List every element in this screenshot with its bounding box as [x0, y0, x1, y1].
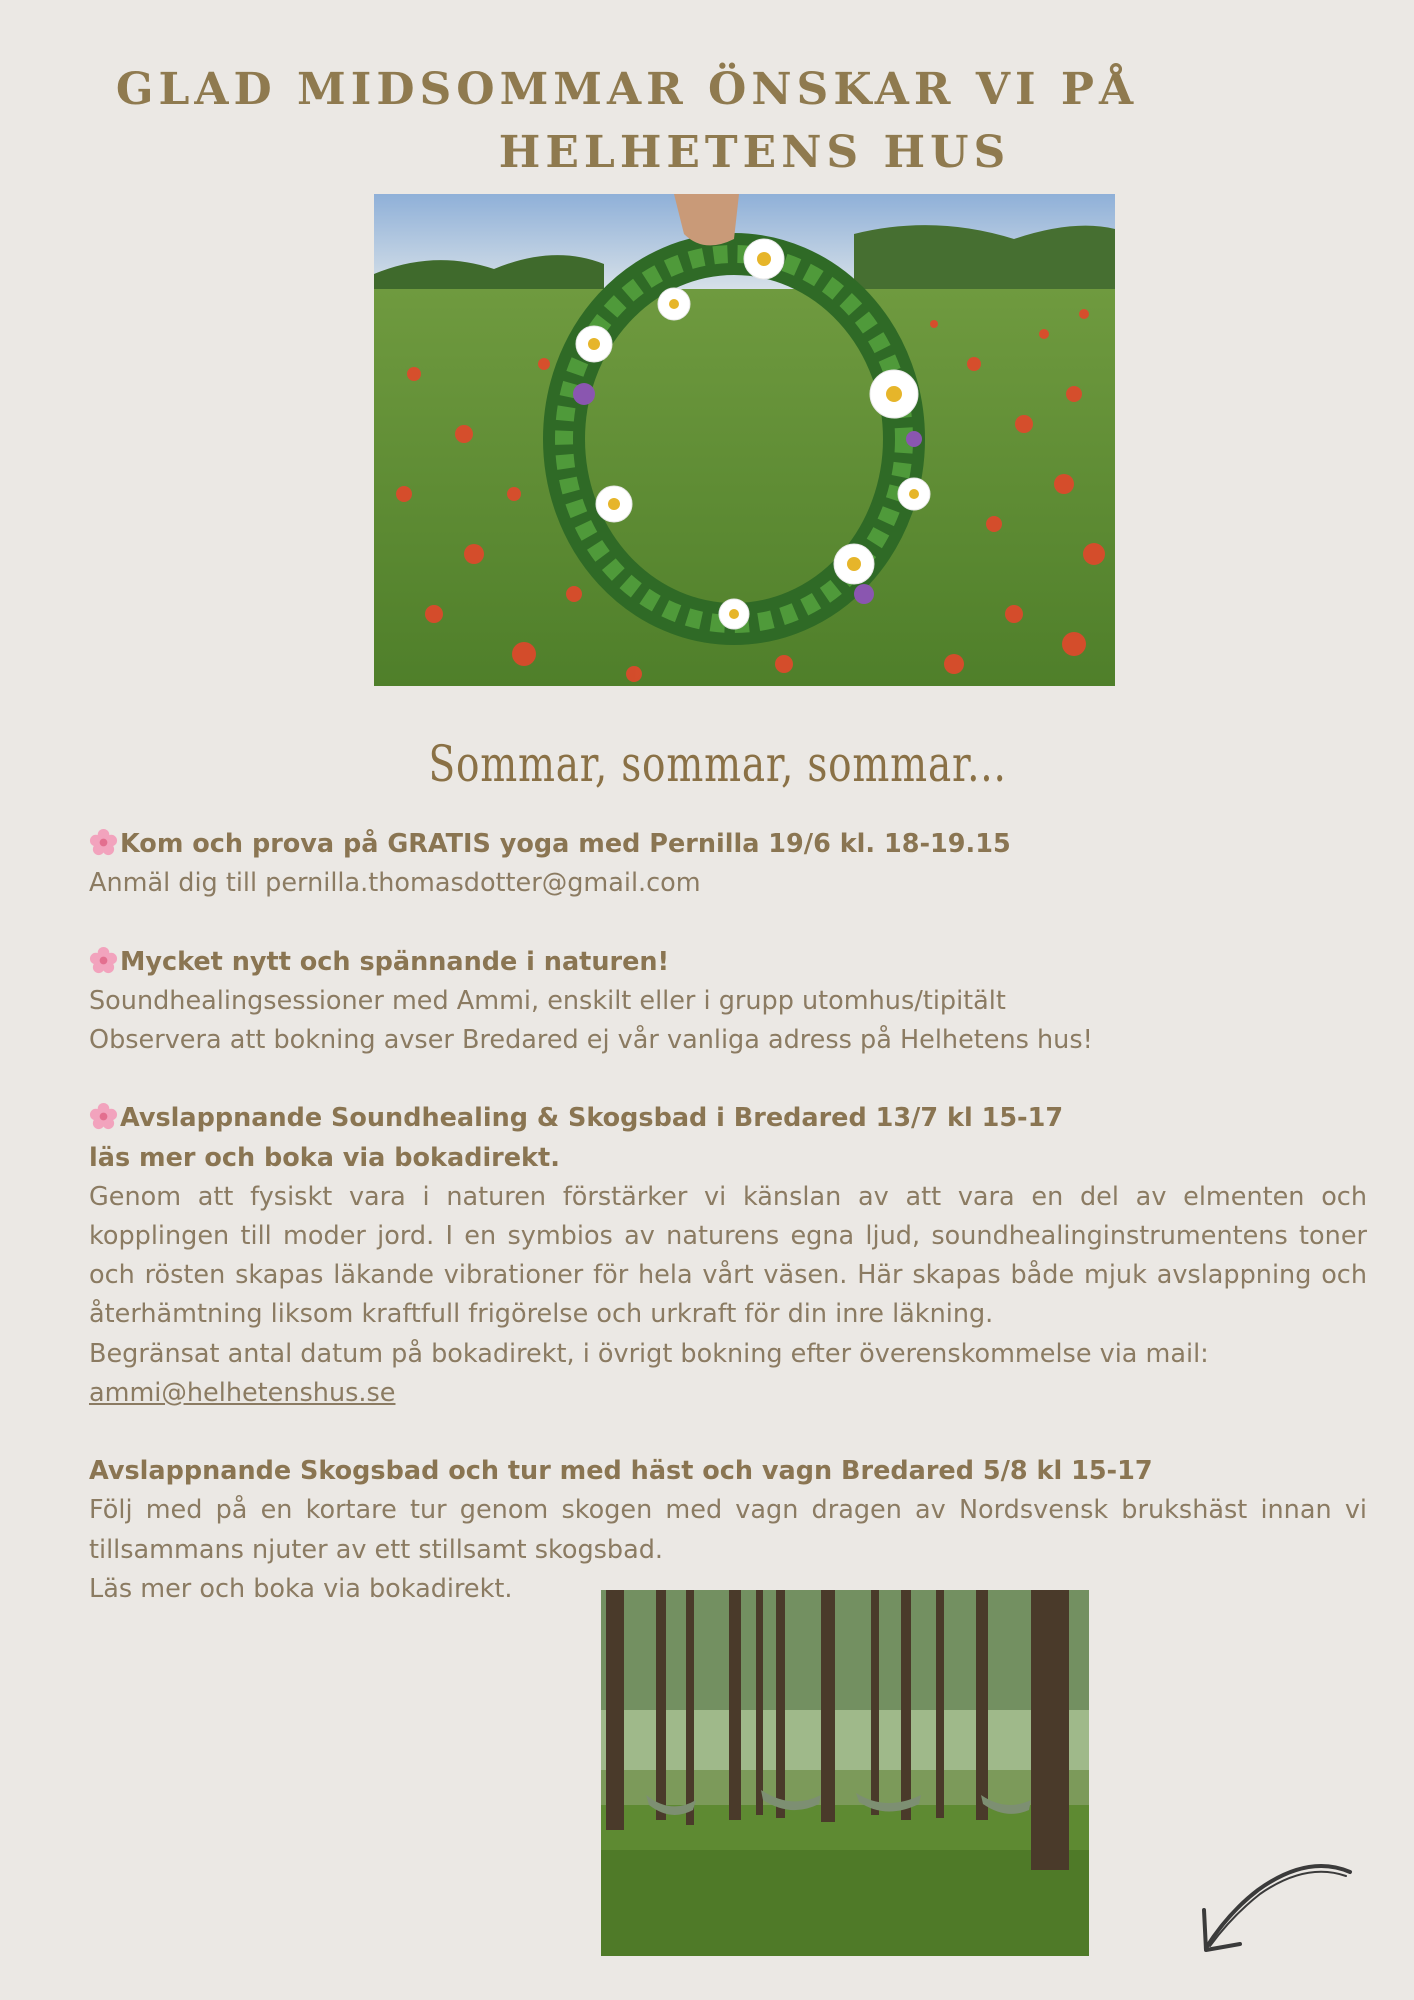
- yoga-title: Kom och prova på GRATIS yoga med Pernilla 19/6 kl. 18-19.15: [120, 829, 1011, 859]
- flower-icon: [89, 946, 118, 975]
- horse-title: Avslappnande Skogsbad och tur med häst och vagn Bredared 5/8 kl 15-17: [89, 1456, 1153, 1487]
- nature-line-2: Observera att bokning avser Bredared ej vår vanliga adress på Helhetens hus!: [89, 1025, 1093, 1055]
- ammi-email-link[interactable]: ammi@helhetenshus.se: [89, 1377, 396, 1408]
- subheading: Sommar, sommar, sommar...: [428, 735, 1007, 793]
- page-title: [0, 58, 1414, 184]
- arrow-icon: [1198, 1858, 1358, 1958]
- nature-line-1: Soundhealingsessioner med Ammi, enskilt eller i grupp utomhus/tipitält: [89, 985, 1006, 1016]
- horse-section: [89, 1452, 1367, 1609]
- nature-section: [89, 943, 1367, 1061]
- flower-icon: [89, 1102, 118, 1131]
- wreath-illustration: [374, 194, 1115, 686]
- yoga-section: [89, 825, 1367, 903]
- soundhealing-title: Avslappnande Soundhealing & Skogsbad i Bredared 13/7 kl 15-17: [120, 1103, 1064, 1134]
- forest-hammocks-image: [601, 1590, 1089, 1956]
- content: [89, 825, 1367, 1609]
- soundhealing-subtitle: läs mer och boka via bokadirekt.: [89, 1142, 560, 1173]
- soundhealing-booking: Begränsat antal datum på bokadirekt, i övrigt bokning efter överenskommelse via mail:: [89, 1338, 1209, 1369]
- title-line-1: GLAD MIDSOMMAR ÖNSKAR VI PÅ: [115, 64, 1139, 115]
- soundhealing-section: [89, 1099, 1367, 1413]
- midsummer-wreath-image: [374, 194, 1115, 686]
- nature-title: Mycket nytt och spännande i naturen!: [120, 946, 670, 977]
- title-line-2: HELHETENS HUS: [498, 127, 1011, 178]
- soundhealing-body: Genom att fysiskt vara i naturen förstärker vi känslan av att vara en del av elmenten och kopplingen till moder jord. I en symbios av naturens egna ljud, soundhealinginstrumentens toner och rösten skapas läkande vibrationer för hela vårt väsen. Här skapas både mjuk avslappning och återhämtning liksom kraftfull frigörelse och urkraft för din inre läkning.: [89, 1181, 1367, 1330]
- flower-icon: [89, 828, 118, 857]
- yoga-signup: Anmäl dig till pernilla.thomasdotter@gmail.com: [89, 868, 701, 899]
- horse-read-more: Läs mer och boka via bokadirekt.: [89, 1573, 513, 1604]
- horse-body: Följ med på en kortare tur genom skogen med vagn dragen av Nordsvensk brukshäst innan vi tillsammans njuter av ett stillsamt skogsbad.: [89, 1495, 1367, 1565]
- forest-illustration: [601, 1590, 1089, 1956]
